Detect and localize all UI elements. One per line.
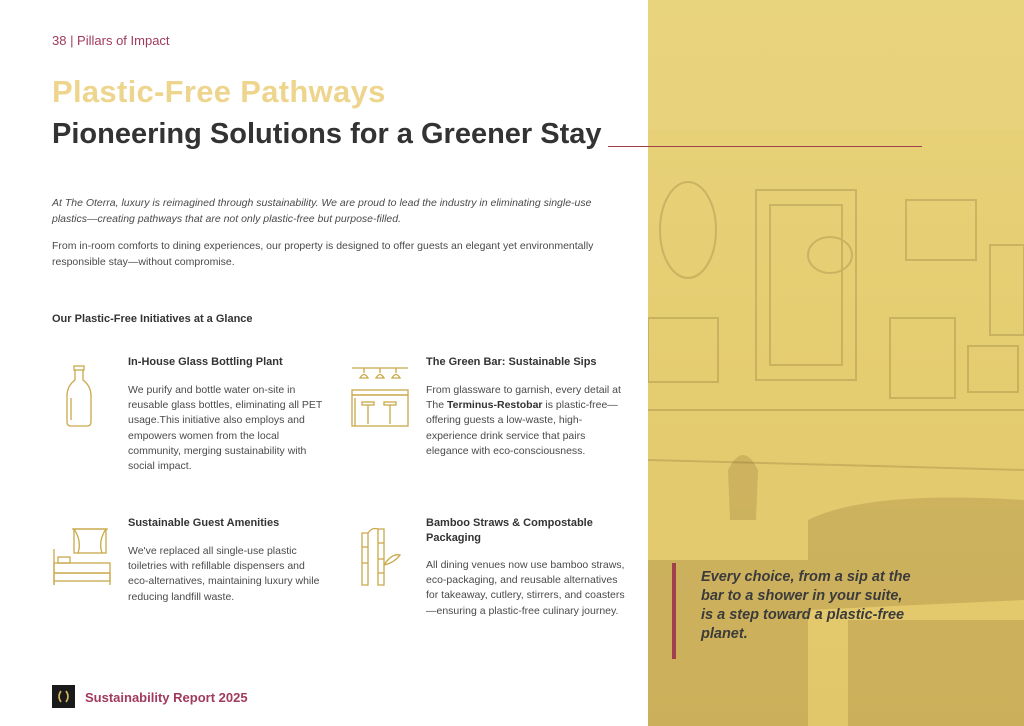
brand-logo-icon — [52, 685, 75, 708]
pull-quote: Every choice, from a sip at the bar to a shower in your suite, is a step toward a plastic-free planet. — [701, 569, 911, 642]
initiative-text: All dining venues now use bamboo straws, eco-packaging, and reusable alternatives for takeaway, cutlery, stirrers, and coasters—ensuring a plastic-free culinary journey. — [426, 559, 625, 617]
initiative-text: From glassware to garnish, every detail at The Terminus-Restobar is plastic-free—offering guests a low-waste, high-experience drink service that pairs elegance with eco-consciousness. — [426, 384, 621, 457]
page-label: 38 | Pillars of Impact — [52, 33, 170, 48]
initiative-title: Bamboo Straws & Compostable Packaging — [426, 517, 593, 544]
initiative-text: We've replaced all single-use plastic toiletries with refillable dispensers and eco-alternatives, maintaining luxury while reducing landfill waste. — [128, 545, 320, 603]
bamboo-straw-icon — [358, 525, 404, 587]
initiative-text: We purify and bottle water on-site in reusable glass bottles, eliminating all PET usage.This initiative also employs and empowers women from the local community, merging sustainability with social impact. — [128, 384, 323, 473]
initiative-title: Sustainable Guest Amenities — [128, 517, 280, 529]
intro-italic: At The Oterra, luxury is reimagined through sustainability. We are proud to lead the industry in eliminating single-use plastics—creating pathways that are not only plastic-free but purpose-filled. — [52, 197, 592, 225]
bedroom-icon — [52, 527, 112, 587]
section-heading: Our Plastic-Free Initiatives at a Glance — [52, 313, 253, 325]
page-title: Plastic-Free Pathways — [52, 74, 386, 109]
glass-bottle-icon — [64, 364, 94, 428]
initiative-title: The Green Bar: Sustainable Sips — [426, 356, 597, 368]
title-divider — [608, 146, 922, 147]
venue-name: Terminus-Restobar — [447, 399, 543, 412]
initiative-title: In-House Glass Bottling Plant — [128, 356, 283, 368]
bar-counter-icon — [350, 366, 410, 428]
brand-logo — [52, 685, 75, 708]
page-subtitle: Pioneering Solutions for a Greener Stay — [52, 118, 602, 150]
report-title: Sustainability Report 2025 — [85, 690, 248, 705]
intro-body: From in-room comforts to dining experiences, our property is designed to offer guests an elegant yet environmentally responsible stay—without compromise. — [52, 240, 594, 268]
quote-bar — [672, 563, 676, 659]
